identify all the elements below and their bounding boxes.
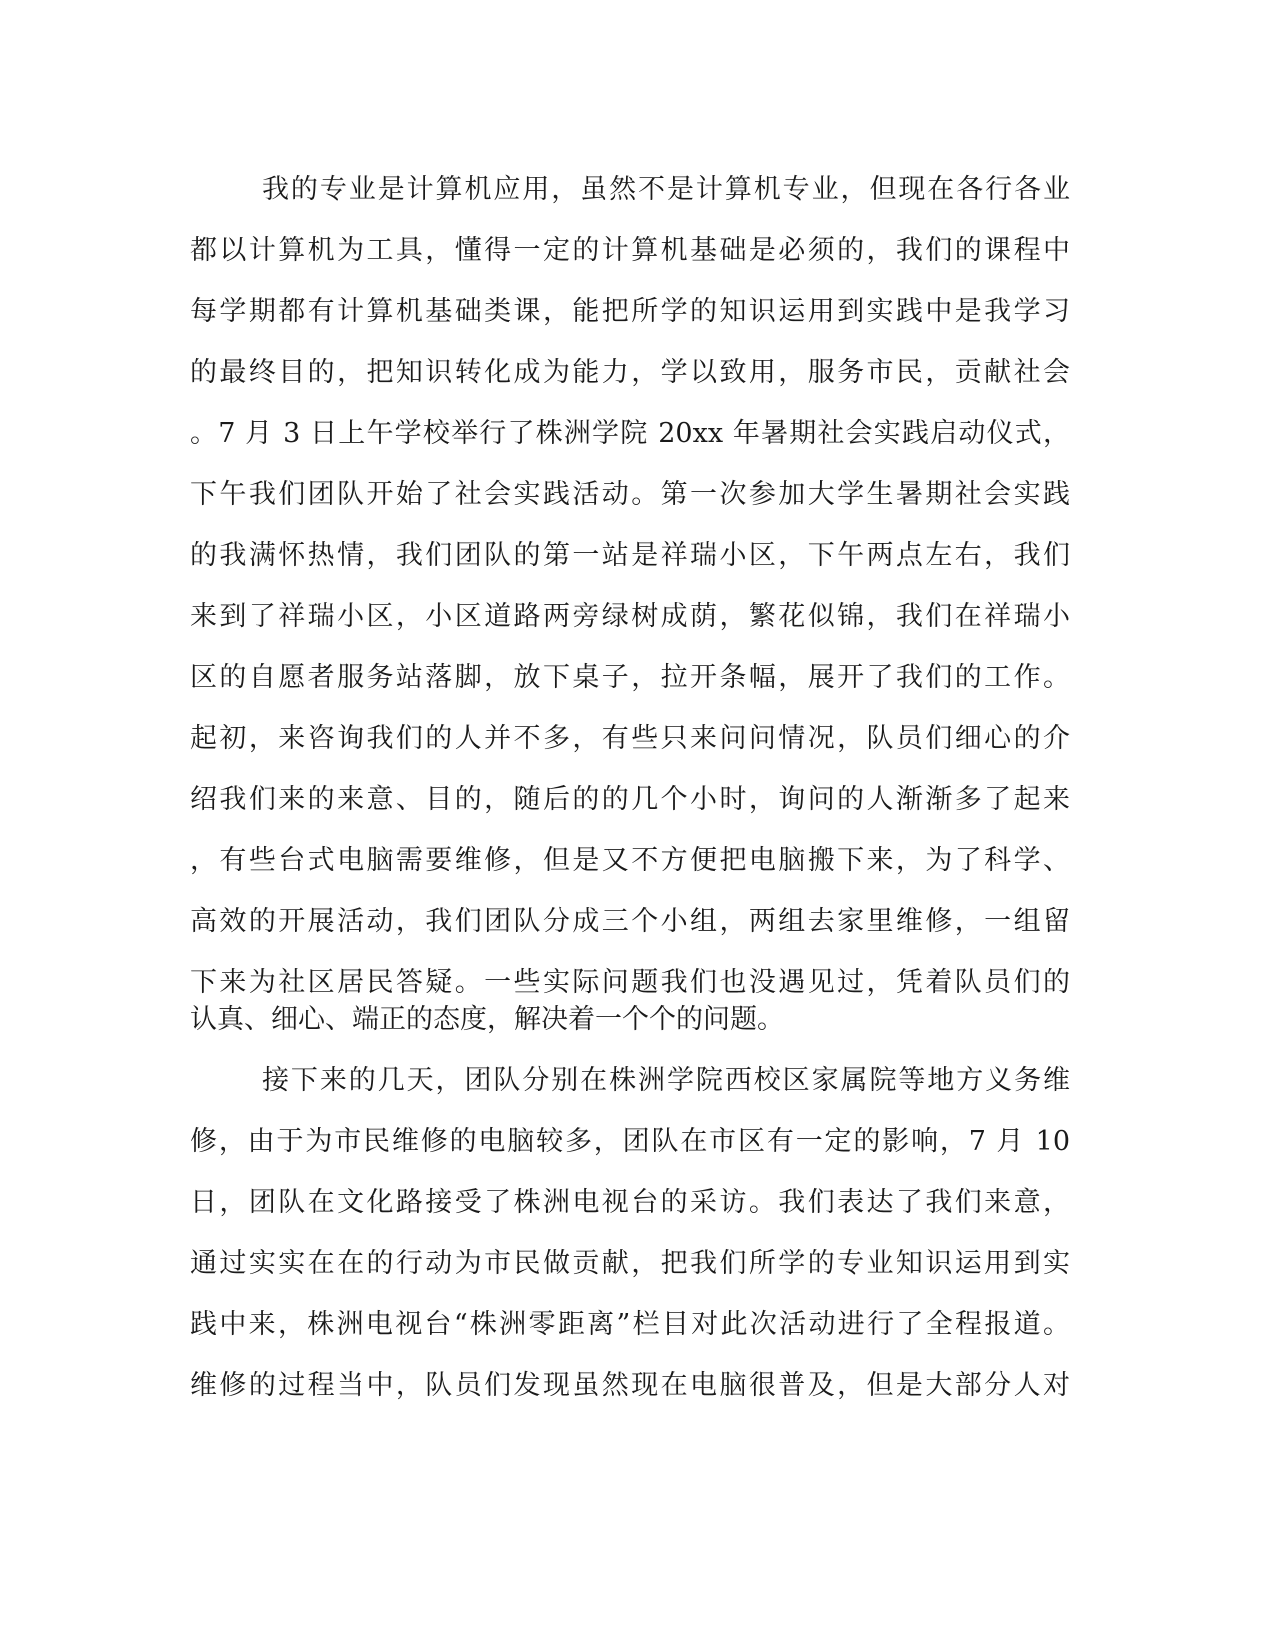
paragraph-2-line-6: 维修的过程当中，队员们发现虽然现在电脑很普及，但是大部分人对 [190, 1370, 1070, 1401]
paragraph-1-line-12: ，有些台式电脑需要维修，但是又不方便把电脑搬下来，为了科学、 [190, 845, 1070, 876]
paragraph-1-line-10: 起初，来咨询我们的人并不多，有些只来问问情况，队员们细心的介 [190, 723, 1070, 754]
paragraph-1-line-6: 下午我们团队开始了社会实践活动。第一次参加大学生暑期社会实践 [190, 479, 1070, 510]
paragraph-2-line-1: 接下来的几天，团队分别在株洲学院西校区家属院等地方义务维 [262, 1065, 1070, 1096]
paragraph-2-line-5: 践中来，株洲电视台“株洲零距离”栏目对此次活动进行了全程报道。 [190, 1309, 1070, 1340]
paragraph-1-line-11: 绍我们来的来意、目的，随后的的几个小时，询问的人渐渐多了起来 [190, 784, 1070, 815]
paragraph-1-line-4: 的最终目的，把知识转化成为能力，学以致用，服务市民，贡献社会 [190, 357, 1070, 388]
paragraph-2-line-4: 通过实实在在的行动为市民做贡献，把我们所学的专业知识运用到实 [190, 1248, 1070, 1279]
paragraph-1-line-7: 的我满怀热情，我们团队的第一站是祥瑞小区，下午两点左右，我们 [190, 540, 1070, 571]
paragraph-1-line-9: 区的自愿者服务站落脚，放下桌子，拉开条幅，展开了我们的工作。 [190, 662, 1070, 693]
paragraph-2-line-2: 修，由于为市民维修的电脑较多，团队在市区有一定的影响，7 月 10 [190, 1126, 1070, 1157]
paragraph-1-line-5: 。7 月 3 日上午学校举行了株洲学院 20xx 年暑期社会实践启动仪式， [190, 418, 1070, 449]
paragraph-1-line-13: 高效的开展活动，我们团队分成三个小组，两组去家里维修，一组留 [190, 906, 1070, 937]
paragraph-1-line-2: 都以计算机为工具，懂得一定的计算机基础是必须的，我们的课程中 [190, 235, 1070, 266]
paragraph-1-line-15: 认真、细心、端正的态度，解决着一个个的问题。 [190, 1004, 784, 1035]
paragraph-1-line-14: 下来为社区居民答疑。一些实际问题我们也没遇见过，凭着队员们的 [190, 967, 1070, 998]
paragraph-2-line-3: 日，团队在文化路接受了株洲电视台的采访。我们表达了我们来意， [190, 1187, 1070, 1218]
paragraph-1-line-3: 每学期都有计算机基础类课，能把所学的知识运用到实践中是我学习 [190, 296, 1070, 327]
paragraph-1-line-1: 我的专业是计算机应用，虽然不是计算机专业，但现在各行各业 [262, 174, 1070, 205]
paragraph-1-line-8: 来到了祥瑞小区，小区道路两旁绿树成荫，繁花似锦，我们在祥瑞小 [190, 601, 1070, 632]
